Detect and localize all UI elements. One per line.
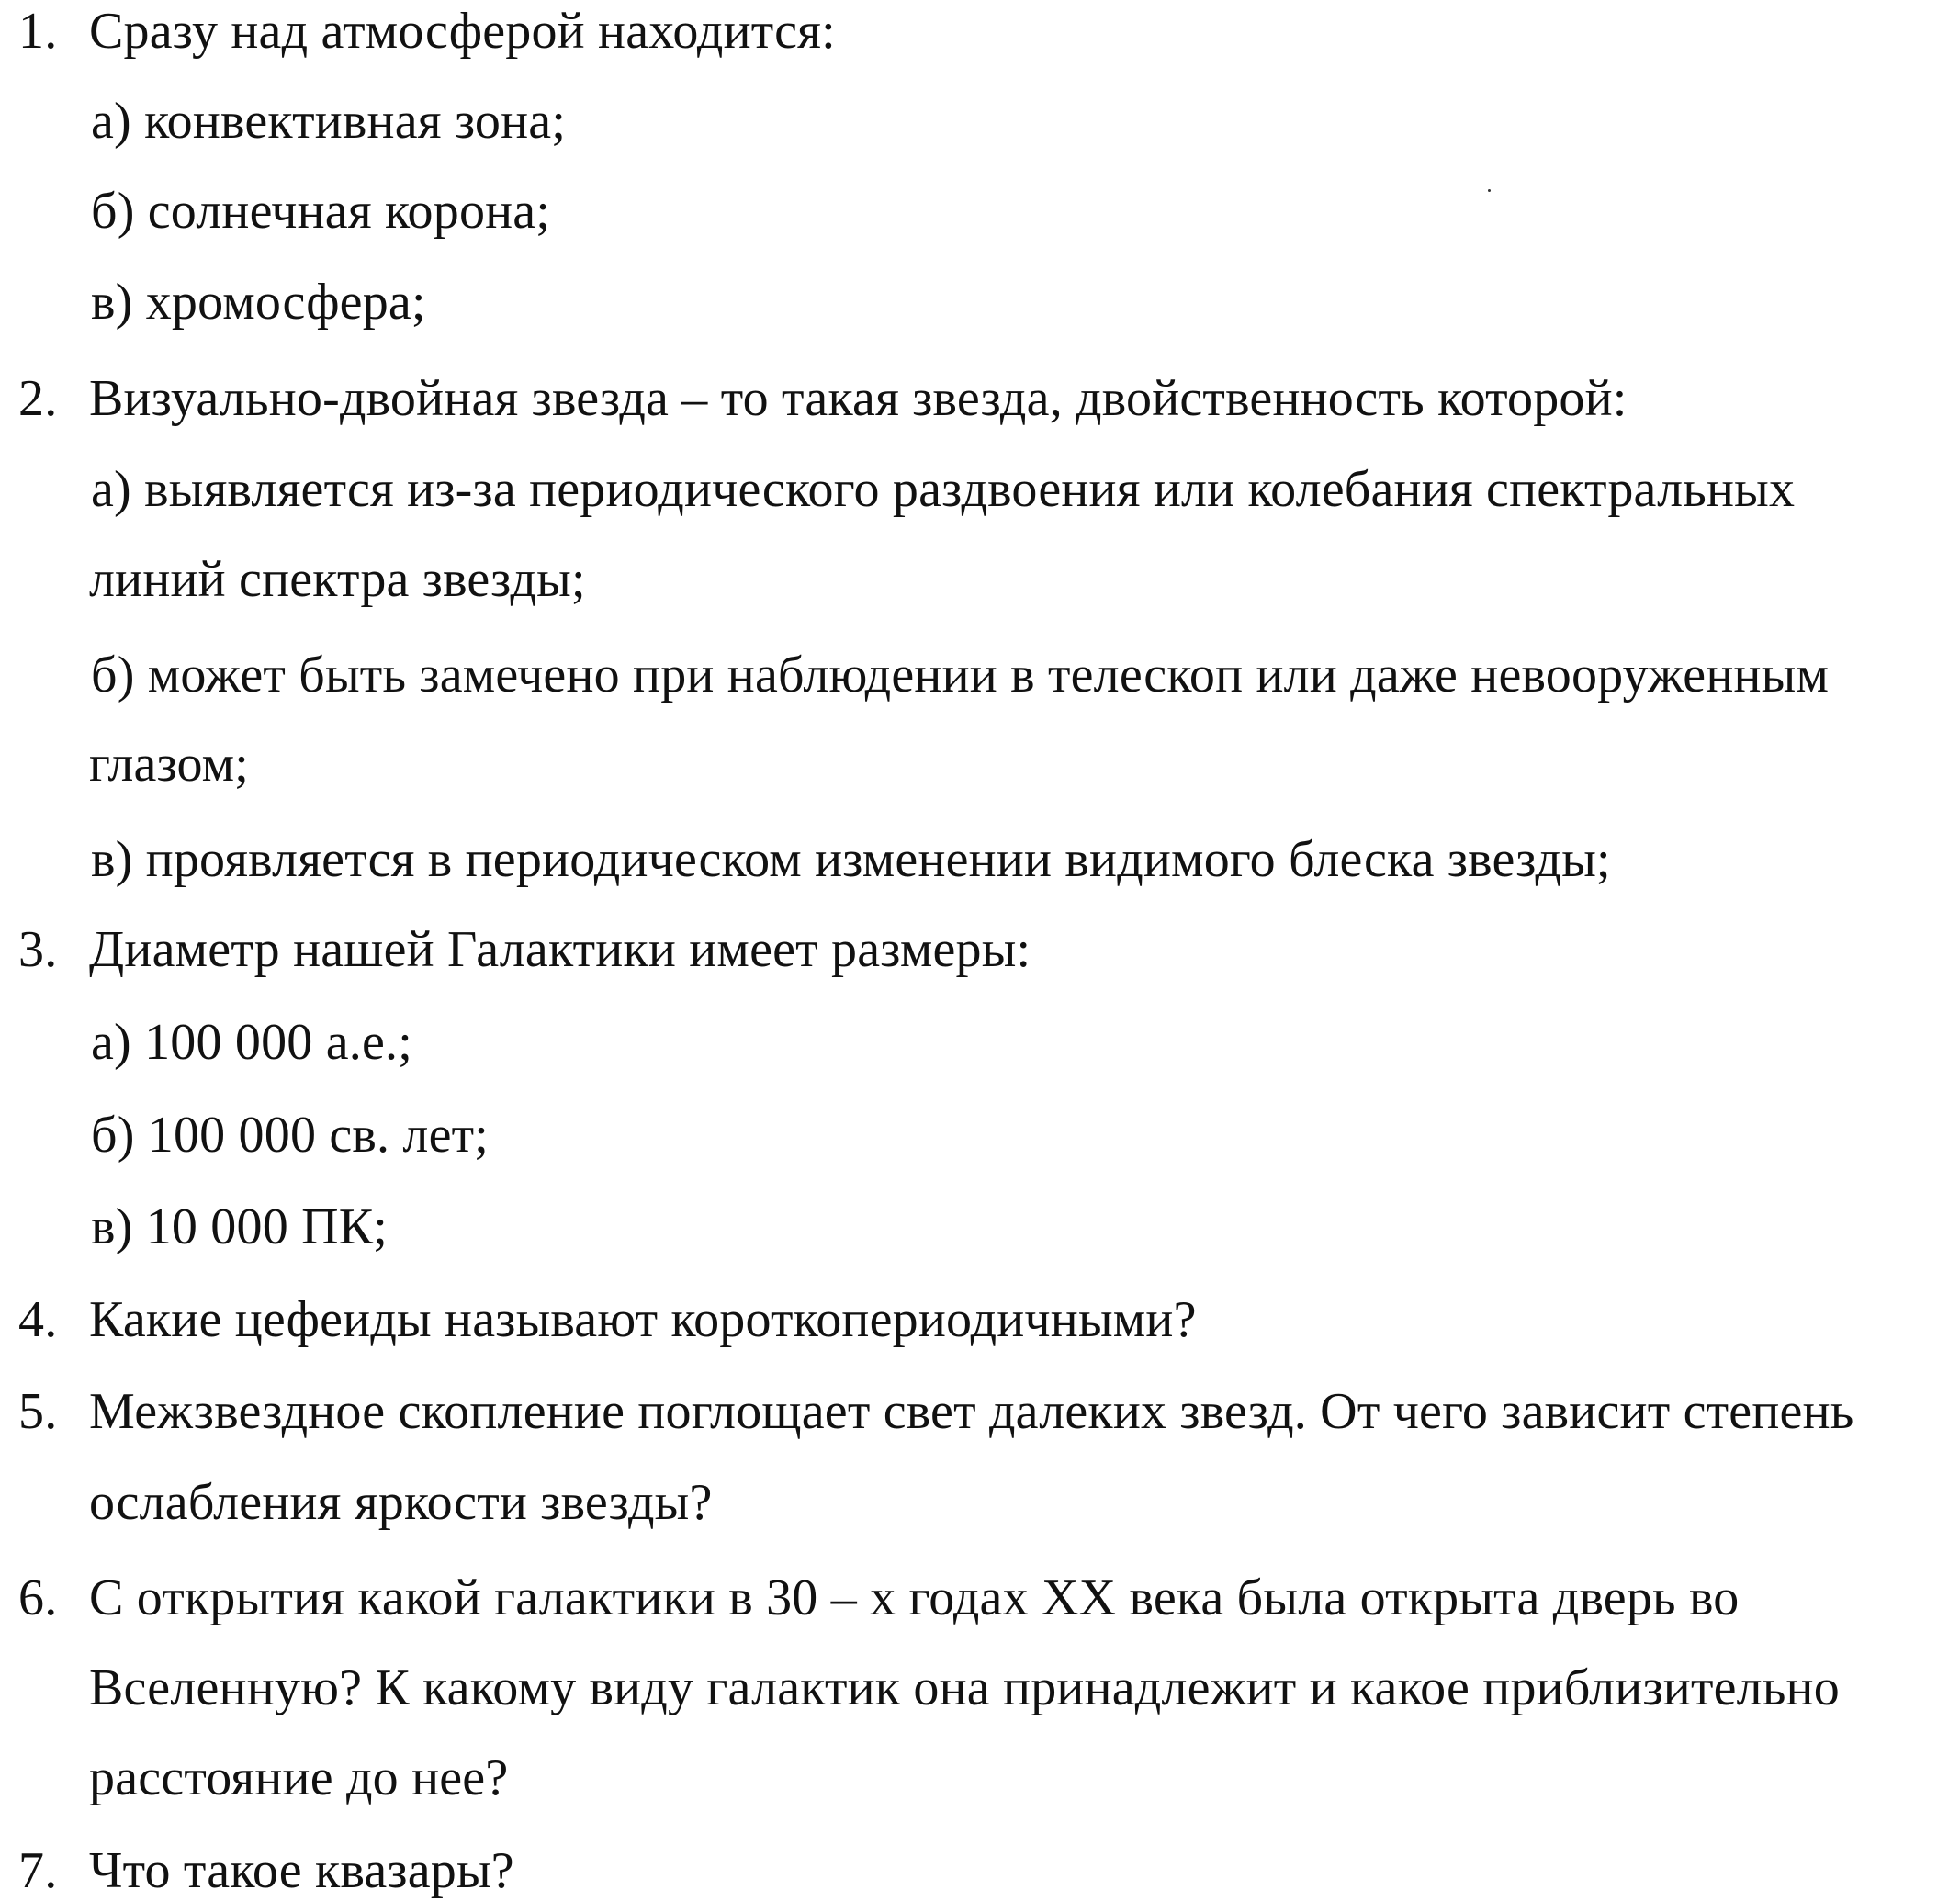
- question-text: Что такое квазары?: [89, 1842, 514, 1899]
- answer-option: б) 100 000 св. лет;: [91, 1107, 490, 1164]
- answer-option: в) 10 000 ПК;: [91, 1198, 389, 1255]
- question-number: 2.: [18, 370, 58, 427]
- answer-option: а) 100 000 а.е.;: [91, 1014, 412, 1071]
- question-number: 1.: [18, 3, 58, 60]
- question-text-continuation: ослабления яркости звезды?: [89, 1474, 713, 1531]
- question-text: Сразу над атмосферой находится:: [89, 3, 836, 60]
- question-text: С открытия какой галактики в 30 – х годах XX века была открыта дверь во: [89, 1569, 1740, 1626]
- question-text-continuation: расстояние до нее?: [89, 1749, 509, 1806]
- answer-option-continuation: линий спектра звезды;: [89, 551, 586, 608]
- question-text: Визуально-двойная звезда – то такая звезда, двойственность которой:: [89, 370, 1628, 427]
- answer-option: а) выявляется из-за периодического раздвоения или колебания спектральных: [91, 461, 1796, 518]
- answer-option: б) может быть замечено при наблюдении в телескоп или даже невооруженным: [91, 647, 1830, 703]
- question-text: Какие цефеиды называют короткопериодичными?: [89, 1291, 1197, 1348]
- answer-option: в) проявляется в периодическом изменении видимого блеска звезды;: [91, 831, 1611, 888]
- question-text-continuation: Вселенную? К какому виду галактик она принадлежит и какое приблизительно: [89, 1659, 1840, 1716]
- question-number: 4.: [18, 1291, 58, 1348]
- answer-option: а) конвективная зона;: [91, 93, 567, 150]
- answer-option: б) солнечная корона;: [91, 183, 551, 240]
- answer-option: в) хромосфера;: [91, 274, 426, 331]
- question-number: 5.: [18, 1383, 58, 1440]
- question-text: Диаметр нашей Галактики имеет размеры:: [89, 921, 1031, 978]
- answer-option-continuation: глазом;: [89, 736, 250, 793]
- question-number: 3.: [18, 921, 58, 978]
- question-number: 6.: [18, 1569, 58, 1626]
- question-text: Межзвездное скопление поглощает свет далеких звезд. От чего зависит степень: [89, 1383, 1854, 1440]
- scan-speck: [1488, 189, 1491, 192]
- question-number: 7.: [18, 1842, 58, 1899]
